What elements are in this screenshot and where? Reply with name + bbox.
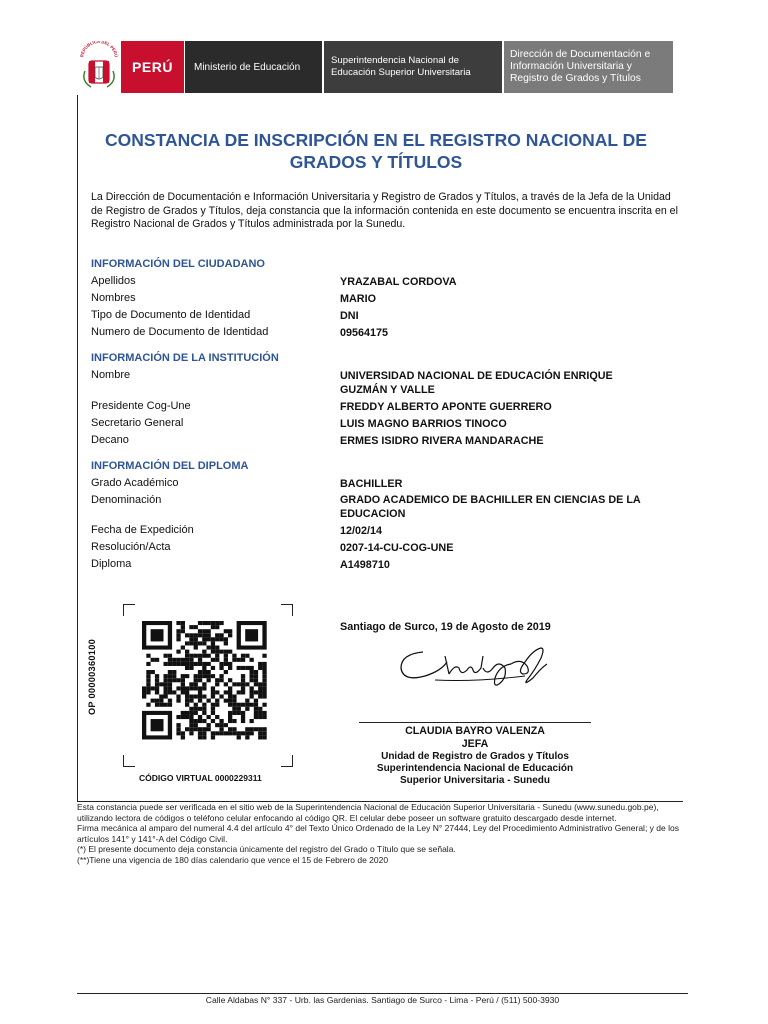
peru-crest-icon (77, 41, 121, 93)
field-value: LUIS MAGNO BARRIOS TINOCO (340, 418, 507, 430)
sunedu-label (322, 41, 502, 93)
field-label: Denominación (91, 494, 162, 506)
field-value: YRAZABAL CORDOVA (340, 276, 457, 288)
signature-line (359, 722, 591, 723)
field-value: BACHILLER (340, 478, 403, 490)
intro-paragraph: La Dirección de Documentación e Información Universitaria y Registro de Grados y Títulos, a través de la Jefa de la Unidad de Registro de Grados y Títulos, deja constancia que la información contenida en este documento se encuentra inscrita en el Registro Nacional de Grados y Títulos administrada por la Sunedu. (91, 191, 678, 230)
left-margin-rule (77, 95, 78, 802)
field-label: Grado Académico (91, 477, 179, 489)
op-number: OP 00000360100 (87, 638, 97, 716)
document-title: CONSTANCIA DE INSCRIPCIÓN EN EL REGISTRO NACIONAL DE GRADOS Y TÍTULOS (105, 130, 647, 172)
citizen-section-heading: INFORMACIÓN DEL CIUDADANO (91, 258, 265, 270)
signer-institution-cont: Superior Universitaria - Sunedu (399, 775, 551, 786)
field-value: A1498710 (340, 559, 390, 571)
footnotes (77, 802, 683, 865)
peru-label: PERÚ (121, 41, 184, 93)
footer-address: Calle Aldabas N° 337 - Urb. las Gardenias. Santiago de Surco - Lima - Perú / (511) 500-3930 (205, 995, 560, 1005)
signer-role: JEFA (461, 738, 489, 750)
direction-label (502, 41, 673, 93)
virtual-code: CÓDIGO VIRTUAL 0000229311 (139, 773, 262, 783)
field-value: UNIVERSIDAD NACIONAL DE EDUCACIÓN ENRIQUE GUZMÁN Y VALLE (340, 370, 613, 396)
verification-note: Esta constancia puede ser verificada en el sitio web de la Superintendencia Nacional de Educación Superior Universitaria - Sunedu (www.sunedu.gob.pe), utilizando lectora de códigos o teléfono celular enfocando al código QR. El celular debe poseer un software gratuito descargado desde internet. (77, 802, 659, 823)
qr-code-icon (142, 621, 270, 741)
field-label: Secretario General (91, 417, 184, 429)
scope-note: (*) El presente documento deja constancia únicamente del registro del Grado o Título que se señala. (77, 844, 456, 854)
document-header (77, 41, 677, 93)
qr-frame-corner (123, 755, 135, 767)
field-value: GRADO ACADEMICO DE BACHILLER EN CIENCIAS DE LA EDUCACION (340, 494, 641, 520)
field-label: Numero de Documento de Identidad (91, 326, 269, 338)
signer-institution: Superintendencia Nacional de Educación (376, 763, 574, 774)
ministry-text: Ministerio de Educación (194, 61, 301, 73)
field-label: Presidente Cog-Une (91, 400, 191, 412)
crest-text: REPÚBLICA DEL PERÚ (79, 41, 119, 58)
institution-section-heading: INFORMACIÓN DE LA INSTITUCIÓN (91, 352, 279, 364)
field-value: 12/02/14 (340, 525, 383, 537)
field-value: 09564175 (340, 327, 389, 339)
field-label: Fecha de Expedición (91, 524, 194, 536)
field-label: Nombres (91, 292, 136, 304)
field-label: Tipo de Documento de Identidad (91, 309, 251, 321)
validity-note: (**)Tiene una vigencia de 180 días calendario que vence el 15 de Febrero de 2020 (77, 854, 389, 865)
signer-unit: Unidad de Registro de Grados y Títulos (381, 751, 569, 762)
legal-note: Firma mecánica al amparo del numeral 4.4 del artículo 4° del Texto Único Ordenado de la Ley N° 27444, Ley del Procedimiento Administrativo General; y de los artículos 141° y 141°-A del Código Civil. (77, 823, 679, 844)
handwritten-signature-icon (395, 638, 565, 688)
footer-rule (77, 993, 688, 994)
field-label: Apellidos (91, 275, 136, 287)
field-value: 0207-14-CU-COG-UNE (340, 542, 454, 554)
field-label: Nombre (91, 369, 131, 381)
diploma-section-heading: INFORMACIÓN DEL DIPLOMA (91, 460, 249, 472)
signer-name: CLAUDIA BAYRO VALENZA (405, 725, 545, 737)
field-label: Resolución/Acta (91, 541, 171, 553)
field-value: MARIO (340, 293, 376, 305)
qr-frame-corner (281, 604, 293, 616)
qr-frame-corner (123, 604, 135, 616)
field-value: FREDDY ALBERTO APONTE GUERRERO (340, 401, 552, 413)
field-label: Decano (91, 434, 129, 446)
svg-text:REPÚBLICA DEL PERÚ (79, 41, 119, 58)
place-date: Santiago de Surco, 19 de Agosto de 2019 (340, 621, 551, 633)
field-value: ERMES ISIDRO RIVERA MANDARACHE (340, 435, 544, 447)
ministry-label (184, 41, 322, 93)
field-value: DNI (340, 310, 359, 322)
field-label: Diploma (91, 558, 132, 570)
sunedu-text: Superintendencia Nacional de Educación Superior Universitaria (331, 55, 471, 78)
qr-frame-corner (281, 755, 293, 767)
direction-text: Dirección de Documentación e Información Universitaria y Registro de Grados y Títulos (510, 49, 651, 84)
